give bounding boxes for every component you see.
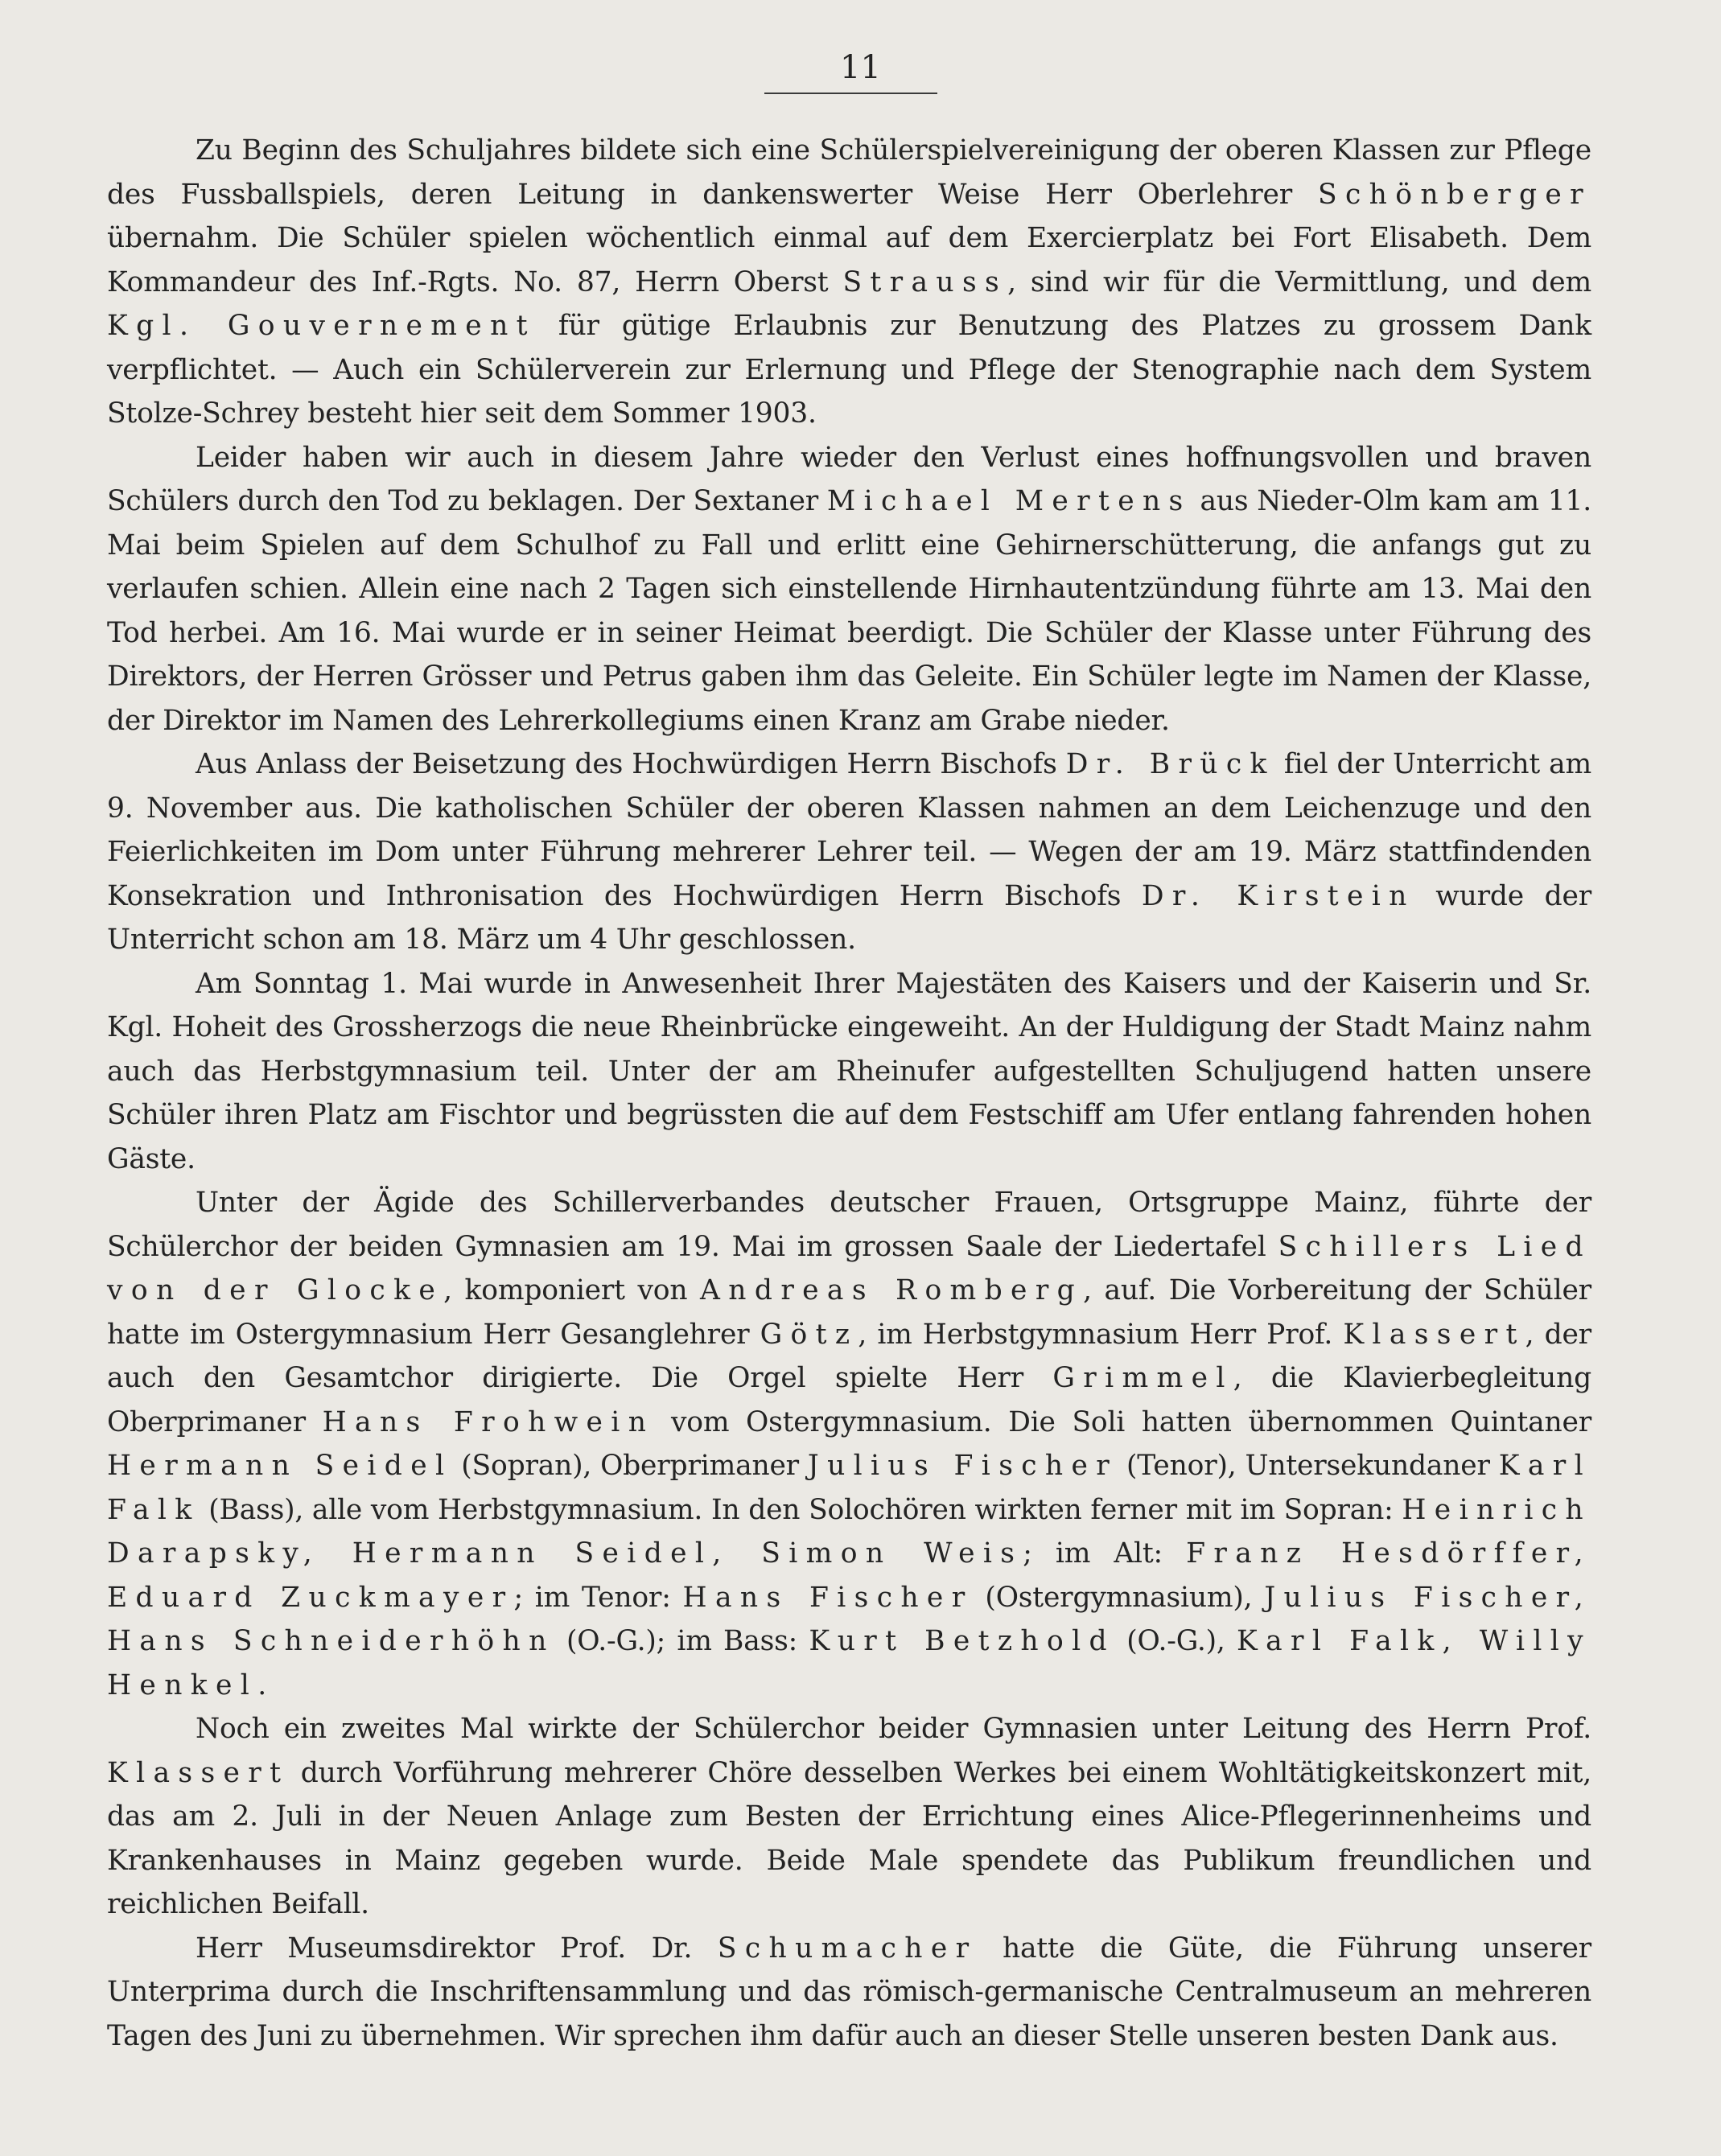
- spaced-name: Dr. Kirstein: [1141, 879, 1415, 912]
- spaced-name: Schönberger: [1317, 178, 1591, 211]
- paragraph: [107, 436, 1591, 743]
- text-run: wurde der Unterricht schon am 18. März um 4 Uhr geschlossen.: [107, 879, 1591, 956]
- spaced-name: Schumacher: [717, 1932, 978, 1965]
- text-run: (Tenor), Untersekundaner: [1118, 1450, 1499, 1482]
- text-run: aus Nieder-Olm kam am 11. Mai beim Spielen auf dem Schulhof zu Fall und erlitt eine Gehirnerschütterung, die anfangs gut zu verlaufen schien. Allein eine nach 2 Tagen sich einstellende Hirnhautentzündung führte am 13. Mai den Tod herbei. Am 16. Mai wurde er in seiner Heimat beerdigt. Die Schüler der Klasse unter Führung des Direktors, der Herren Grösser und Petrus gaben ihm das Geleite. Ein Schüler legte im Namen der Klasse, der Direktor im Namen des Lehrerkollegiums einen Kranz am Grabe nieder.: [107, 485, 1591, 737]
- spaced-name: Klassert: [107, 1756, 290, 1789]
- text-run: (Sopran), Oberprimaner: [452, 1450, 808, 1482]
- paragraph: [107, 962, 1591, 1182]
- spaced-name: Andreas Romberg: [700, 1274, 1084, 1306]
- text-run: , sind wir für die Vermittlung, und dem: [1007, 265, 1591, 298]
- spaced-name: Michael Mertens: [826, 485, 1192, 517]
- text-run: .: [257, 1668, 266, 1701]
- header-rule: [764, 93, 937, 94]
- text-run: fiel der Unterricht am 9. November aus. Die katholischen Schüler der oberen Klassen nahmen an dem Leichenzuge und den Feierlichkeiten im Dom unter Führung mehrerer Lehrer teil. — Wegen der am 19. März stattfindenden Konsekration und Inthronisation des Hochwürdigen Herrn Bischofs: [107, 748, 1592, 912]
- text-run: (O.-G.),: [1114, 1625, 1237, 1657]
- body-text: [107, 129, 1591, 2058]
- spaced-name: Strauss: [842, 265, 1008, 298]
- text-run: , komponiert von: [443, 1274, 701, 1306]
- text-run: , auf. Die Vorbereitung der Schüler hatte im Ostergymnasium Herr Gesanglehrer: [107, 1274, 1591, 1351]
- text-run: , die Klavierbegleitung Oberprimaner: [107, 1362, 1591, 1438]
- spaced-name: Schillers Lied von der Glocke: [107, 1230, 1591, 1306]
- spaced-name: Kurt Betzhold: [809, 1625, 1115, 1657]
- text-run: Leider haben wir auch in diesem Jahre wieder den Verlust eines hoffnungsvollen und braven Schülers durch den Tod zu beklagen. Der Sextaner: [107, 441, 1591, 517]
- spaced-name: Hans Fischer: [682, 1581, 974, 1614]
- text-run: für gütige Erlaubnis zur Benutzung des Platzes zu grossem Dank verpflichtet. — Auch ein Schülerverein zur Erlernung und Pflege der Stenographie nach dem System Stolze-Schrey besteht hier seit dem Sommer 1903.: [107, 310, 1592, 430]
- text-run: Aus Anlass der Beisetzung des Hochwürdigen Herrn Bischofs: [196, 748, 1066, 780]
- paragraph: [107, 1927, 1591, 2059]
- text-run: Noch ein zweites Mal wirkte der Schülerchor beider Gymnasien unter Leitung des Herrn Prof.: [196, 1713, 1591, 1745]
- spaced-name: Heinrich Darapsky, Hermann Seidel, Simon Weis: [107, 1493, 1591, 1570]
- text-run: hatte die Güte, die Führung unserer Unterprima durch die Inschriftensammlung und das römisch-germanische Centralmuseum an mehreren Tagen des Juni zu übernehmen. Wir sprechen ihm dafür auch an dieser Stelle unseren besten Dank aus.: [107, 1932, 1591, 2052]
- text-run: (O.-G.); im Bass:: [554, 1625, 809, 1657]
- text-run: Herr Museumsdirektor Prof. Dr.: [196, 1932, 718, 1965]
- text-run: , im Herbstgymnasium Herr Prof.: [858, 1318, 1344, 1351]
- text-run: ; im Alt:: [1023, 1537, 1187, 1570]
- text-run: übernahm. Die Schüler spielen wöchentlich einmal auf dem Exercierplatz bei Fort Elisabeth. Dem Kommandeur des Inf.-Rgts. No. 87, Herrn Oberst: [107, 222, 1591, 298]
- spaced-name: Karl Falk, Willy Henkel: [107, 1625, 1591, 1701]
- spaced-name: Klassert: [1343, 1318, 1525, 1351]
- text-run: Unter der Ägide des Schillerverbandes deutscher Frauen, Ortsgruppe Mainz, führte der Schülerchor der beiden Gymnasien am 19. Mai im grossen Saale der Liedertafel: [107, 1187, 1591, 1263]
- spaced-name: Julius Fischer: [807, 1450, 1118, 1482]
- paragraph: [107, 743, 1591, 962]
- text-run: Zu Beginn des Schuljahres bildete sich eine Schülerspielvereinigung der oberen Klassen zur Pflege des Fussballspiels, deren Leitung in dankenswerter Weise Herr Oberlehrer: [107, 134, 1591, 211]
- spaced-name: Franz Hesdörffer, Eduard Zuckmayer: [107, 1537, 1591, 1614]
- text-run: , der auch den Gesamtchor dirigierte. Die Orgel spielte Herr: [107, 1318, 1591, 1394]
- text-run: (Bass), alle vom Herbstgymnasium. In den Solochören wirkten ferner mit im Sopran:: [200, 1493, 1402, 1526]
- spaced-name: Hans Frohwein: [322, 1405, 655, 1438]
- spaced-name: Götz: [760, 1318, 858, 1351]
- spaced-name: Hermann Seidel: [107, 1450, 453, 1482]
- text-run: (Ostergymnasium),: [973, 1581, 1265, 1614]
- text-run: ; im Tenor:: [513, 1581, 683, 1614]
- spaced-name: Karl Falk: [107, 1450, 1591, 1526]
- paragraph: [107, 1707, 1591, 1927]
- spaced-name: Grimmel: [1052, 1362, 1233, 1394]
- spaced-name: Julius Fischer, Hans Schneiderhöhn: [107, 1581, 1592, 1657]
- text-run: vom Ostergymnasium. Die Soli hatten übernommen Quintaner: [654, 1405, 1591, 1438]
- paragraph: [107, 1181, 1591, 1707]
- paragraph: [107, 129, 1591, 436]
- spaced-name: Dr. Brück: [1065, 748, 1275, 780]
- spaced-name: Kgl. Gouvernement: [107, 310, 536, 342]
- text-run: Am Sonntag 1. Mai wurde in Anwesenheit Ihrer Majestäten des Kaisers und der Kaiserin und Sr. Kgl. Hoheit des Grossherzogs die neue Rheinbrücke eingeweiht. An der Huldigung der Stadt Mainz nahm auch das Herbstgymnasium teil. Unter der am Rheinufer aufgestellten Schuljugend hatten unsere Schüler ihren Platz am Fischtor und begrüssten die auf dem Festschiff am Ufer entlang fahrenden hohen Gäste.: [107, 967, 1591, 1175]
- text-run: durch Vorführung mehrerer Chöre desselben Werkes bei einem Wohltätigkeitskonzert mit, das am 2. Juli in der Neuen Anlage zum Besten der Errichtung eines Alice-Pflegerinnenheims und Krankenhauses in Mainz gegeben wurde. Beide Male spendete das Publikum freundlichen und reichlichen Beifall.: [107, 1756, 1591, 1920]
- page-number: 11: [840, 49, 881, 86]
